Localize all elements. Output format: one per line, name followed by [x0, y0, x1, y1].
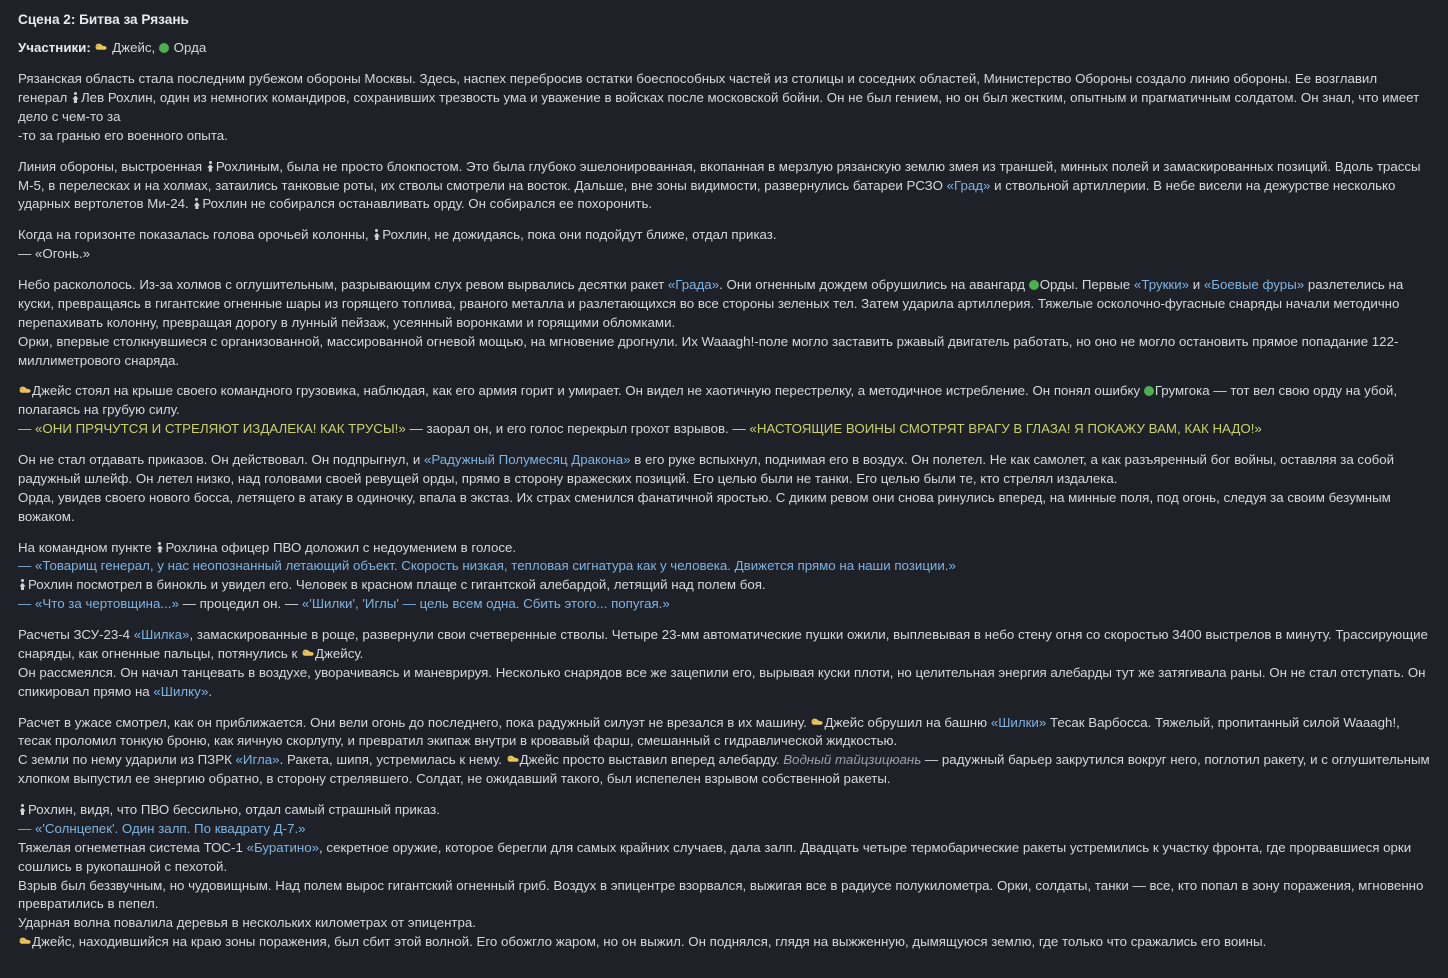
text-run: Джейсу. [314, 645, 364, 661]
person-icon [71, 92, 80, 103]
paragraph-7-line-3 [18, 595, 1430, 614]
muscle-icon [301, 646, 314, 659]
text-run: Расчеты ЗСУ-23-4 [18, 627, 131, 643]
quoted-term: «Града» [667, 277, 720, 293]
quoted-term: «Шилка» [133, 627, 190, 643]
person-icon [18, 804, 27, 815]
muscle-icon [18, 934, 31, 947]
quoted-term: — «Что за чертовщина...» [18, 596, 179, 612]
text-run: Джейс, находившийся на краю зоны поражения, был сбит этой волной. Его обожгло жаром, но он выжил. Он поднялся, глядя на выжженную, дымящуюся землю, где только что сражались его воины. [32, 934, 1267, 950]
text-run: Небо раскололось. Из-за холмов с оглушительным, разрывающим слух ревом вырвались десятки ракет [18, 277, 665, 293]
shout-quote: «НАСТОЯЩИЕ ВОИНЫ СМОТРЯТ ВРАГУ В ГЛАЗА! Я ПОКАЖУ ВАМ, КАК НАДО!» [749, 421, 1262, 437]
text-run: Тесак Варбосса. Тяжелый, пропитанный силой Waaagh!, тесак проломил тонкую броню, как яичную скорлупу, и превратил экипаж внутри в кровавый фарш, смешанный с гидравлической жидкостью. [18, 714, 1400, 749]
text-run: и [1192, 277, 1201, 293]
paragraph-9-line-1 [18, 714, 1430, 752]
participants-label: Участники: [18, 40, 91, 56]
text-run: Рохлиным, была не просто блокпостом. Это была глубоко эшелонированная, вкопанная в мерзлую рязанскую землю змея из траншей, минных полей и замаскированных позиций. Вдоль трассы М-5, в перелесках и на холмах, затаились танковые роты, их стволы смотрели на восток. Дальше, вне зоны видимости, развернулись батареи РСЗО [18, 158, 1421, 193]
muscle-icon [506, 752, 519, 765]
paragraph-3 [18, 226, 1430, 264]
paragraph-9-line-2 [18, 751, 1430, 789]
paragraph-10-quote: — «'Солнцепек'. Один залп. По квадрату Д-7.» [18, 820, 306, 836]
quoted-term: «Шилку» [153, 683, 209, 699]
text-run: Рохлин посмотрел в бинокль и увидел его. Человек в красном плаще с гигантской алебардой, летящий над полем боя. [28, 577, 766, 593]
quoted-term: «Игла» [235, 752, 280, 768]
quoted-term: «Шилки» [990, 714, 1047, 730]
text-run: Рохлина офицер ПВО доложил с недоумением в голосе. [165, 539, 517, 555]
paragraph-7-quote-1: — «Товарищ генерал, у нас неопознанный летающий объект. Скорость низкая, тепловая сигнатура как у человека. Движется прямо на наши позиции.» [18, 558, 956, 574]
text-run: Он рассмеялся. Он начал танцевать в воздухе, уворачиваясь и маневрируя. Несколько снарядов все же зацепили его, вырывая куски плоти, но целительная энергия алебарды тут же затягивала раны. Он не стал отступать. Он спикировал прямо на [18, 664, 1426, 699]
text-run: Рохлин, не дожидаясь, пока они подойдут ближе, отдал приказ. [382, 227, 777, 243]
paragraph-5-line-1 [18, 382, 1430, 420]
green-dot-icon [1029, 280, 1039, 290]
person-icon [192, 198, 201, 209]
paragraph-6-line-1 [18, 451, 1430, 489]
paragraph-10-line-4: Ударная волна повалила деревья в нескольких километрах от эпицентра. [18, 915, 477, 931]
text-run: -то за гранью его военного опыта. [18, 127, 228, 143]
paragraph-6 [18, 451, 1430, 527]
quoted-term: «Боевые фуры» [1203, 277, 1305, 293]
paragraph-8-line-2 [18, 664, 1430, 702]
paragraph-7-line-2 [18, 576, 1430, 595]
paragraph-5-line-2 [18, 420, 1430, 439]
text-run: разлетелись на куски, превращаясь в гигантские огненные шары из горящего топлива, рваного металла и разлетающихся во все стороны зеленых тел. Затем ударила артиллерия. Тяжелые осколочно-фугасные снаряды начали методично перепахивать колонну, превращая дорогу в лунный пейзаж, усеянный воронками и горящими обломками. [18, 277, 1404, 330]
paragraph-11 [18, 933, 1430, 952]
quoted-term: «Буратино» [246, 839, 320, 855]
green-dot-icon [1144, 386, 1154, 396]
person-icon [206, 161, 215, 172]
page-title: Сцена 2: Битва за Рязань [18, 12, 189, 27]
muscle-icon [94, 40, 107, 53]
paragraph-3-line-1 [18, 226, 1430, 245]
text-run: . Они огненным дождем обрушились на авангард [719, 277, 1025, 293]
paragraph-10-line-2 [18, 839, 1430, 877]
paragraph-4 [18, 276, 1430, 370]
paragraph-9 [18, 714, 1430, 790]
text-run: — радужный барьер закрутился вокруг него, поглотил ракету, и с оглушительным хлопком выпустил ее энергию обратно, в сторону стрелявшего. Солдат, не ожидавший такого, был испепелен взрывом собственной ракеты. [18, 752, 1430, 787]
text-run: . [208, 683, 213, 699]
paragraph-7 [18, 539, 1430, 615]
quoted-term: «Трукки» [1133, 277, 1190, 293]
text-run: — процедил он. — [182, 596, 299, 612]
paragraph-5 [18, 382, 1430, 439]
quoted-term: «Град» [946, 177, 991, 193]
text-run: На командном пункте [18, 539, 152, 555]
paragraph-6-line-2: Орда, увидев своего нового босса, летящего в атаку в одиночку, впала в экстаз. Их страх сменился фанатичной яростью. С диким ревом они снова ринулись вперед, на минные поля, под огонь, следуя за своим безумным вожаком. [18, 489, 1391, 524]
text-run: Орды. Первые [1039, 277, 1131, 293]
text-run: Рохлин, видя, что ПВО бессильно, отдал самый страшный приказ. [28, 802, 440, 818]
text-run: Линия обороны, выстроенная [18, 158, 203, 174]
text-run: С земли по нему ударили из ПЗРК [18, 752, 232, 768]
muscle-icon [810, 715, 823, 728]
paragraph-4-line-2: Орки, впервые столкнувшиеся с организованной, массированной огневой мощью, на мгновение дрогнули. Их Waaagh!-поле могло заставить ржавый двигатель работать, но оно не могло остановить прямое попадание 122-миллиметрового снаряда. [18, 333, 1399, 368]
text-run: Рохлин не собирался останавливать орду. Он собирался ее похоронить. [202, 196, 653, 212]
text-run: и ствольной артиллерии. В небе висели на дежурстве несколько ударных вертолетов Ми-24. [18, 177, 1396, 212]
participant-jace-label: Джейс, [112, 40, 156, 56]
participants-line [18, 39, 1430, 58]
text-run: Он не стал отдавать приказов. Он действовал. Он подпрыгнул, и [18, 452, 421, 468]
paragraph-10 [18, 801, 1430, 952]
text-run: Джейс обрушил на башню [824, 714, 988, 730]
person-icon [372, 229, 381, 240]
text-run: Тяжелая огнеметная система ТОС-1 [18, 839, 243, 855]
text-run: Лев Рохлин, один из немногих командиров, сохранивших трезвость ума и уважение в войсках после московской бойни. Он не был гением, но он был жестким, опытным и прагматичным солдатом. Он знал, что имеет дело с чем-то за [18, 90, 1420, 124]
text-run: . Ракета, шипя, устремилась к нему. [279, 752, 502, 768]
paragraph-3-command: — «Огонь.» [18, 246, 91, 262]
paragraph-8 [18, 626, 1430, 702]
text-run: Рязанская область стала последним рубежом обороны Москвы. Здесь, наспех перебросив остатки боеспособных частей из столицы и соседних областей, Министерство Обороны создало линию обороны. Ее возглавил генерал [18, 71, 1378, 106]
text-run: , секретное оружие, которое берегли для самых крайних случаев, дала залп. Двадцать четыре термобарические ракеты устремились к участку фронта, где прорвавшиеся орки сошлись в рукопашной с пехотой. [18, 839, 1412, 874]
technique-name: Водный тайцзицюань [783, 752, 922, 768]
text-run: Когда на горизонте показалась голова орочьей колонны, [18, 227, 369, 243]
person-icon [18, 579, 27, 590]
shout-quote: — «ОНИ ПРЯЧУТСЯ И СТРЕЛЯЮТ ИЗДАЛЕКА! КАК ТРУСЫ!» [18, 421, 406, 437]
paragraph-10-line-1 [18, 801, 1430, 820]
participant-horde-label: Орда [173, 40, 207, 56]
paragraph-8-line-1 [18, 626, 1430, 664]
quoted-term: «'Шилки', 'Иглы' — цель всем одна. Сбить этого... попугая.» [301, 596, 670, 612]
paragraph-2 [18, 158, 1430, 215]
text-run: Расчет в ужасе смотрел, как он приближается. Они вели огонь до последнего, пока радужный силуэт не врезался в их машину. [18, 714, 807, 730]
text-run: Джейс стоял на крыше своего командного грузовика, наблюдая, как его армия горит и умирает. Он видел не хаотичную перестрелку, а методичное истребление. Он понял ошибку [32, 383, 1141, 399]
paragraph-4-line-1 [18, 276, 1430, 333]
text-run: — заорал он, и его голос перекрыл грохот взрывов. — [409, 421, 746, 437]
paragraph-7-line-1 [18, 539, 1430, 558]
text-run: в его руке вспыхнул, поднимая его в воздух. Он полетел. Не как самолет, а как разъяренный бог войны, оставляя за собой радужный шлейф. Он летел низко, над головами своей ревущей орды, прямо в сторону вражеских позиций. Его целью были не танки. Его целью были те, кто стрелял издалека. [18, 452, 1395, 486]
paragraph-10-line-3: Взрыв был беззвучным, но чудовищным. Над полем вырос гигантский огненный гриб. Воздух в эпицентре взорвался, выжигая все в радиусе полукилометра. Орки, солдаты, танки — все, кто попал в зону поражения, мгновенно превратились в пепел. [18, 877, 1424, 912]
text-run: Джейс просто выставил вперед алебарду. [519, 752, 780, 768]
quoted-term: «Радужный Полумесяц Дракона» [423, 452, 631, 468]
person-icon [155, 542, 164, 553]
muscle-icon [18, 383, 31, 396]
text-run: , замаскированные в роще, развернули свои счетверенные стволы. Четыре 23-мм автоматические пушки ожили, выплевывая в небо стену огня со скоростью 3400 выстрелов в минуту. Трассирующие снаряды, как огненные пальцы, потянулись к [18, 627, 1428, 661]
green-dot-icon [159, 43, 169, 53]
paragraph-1 [18, 70, 1430, 146]
text-run: Грумгока — тот вел свою орду на убой, полагаясь на грубую силу. [18, 383, 1398, 418]
